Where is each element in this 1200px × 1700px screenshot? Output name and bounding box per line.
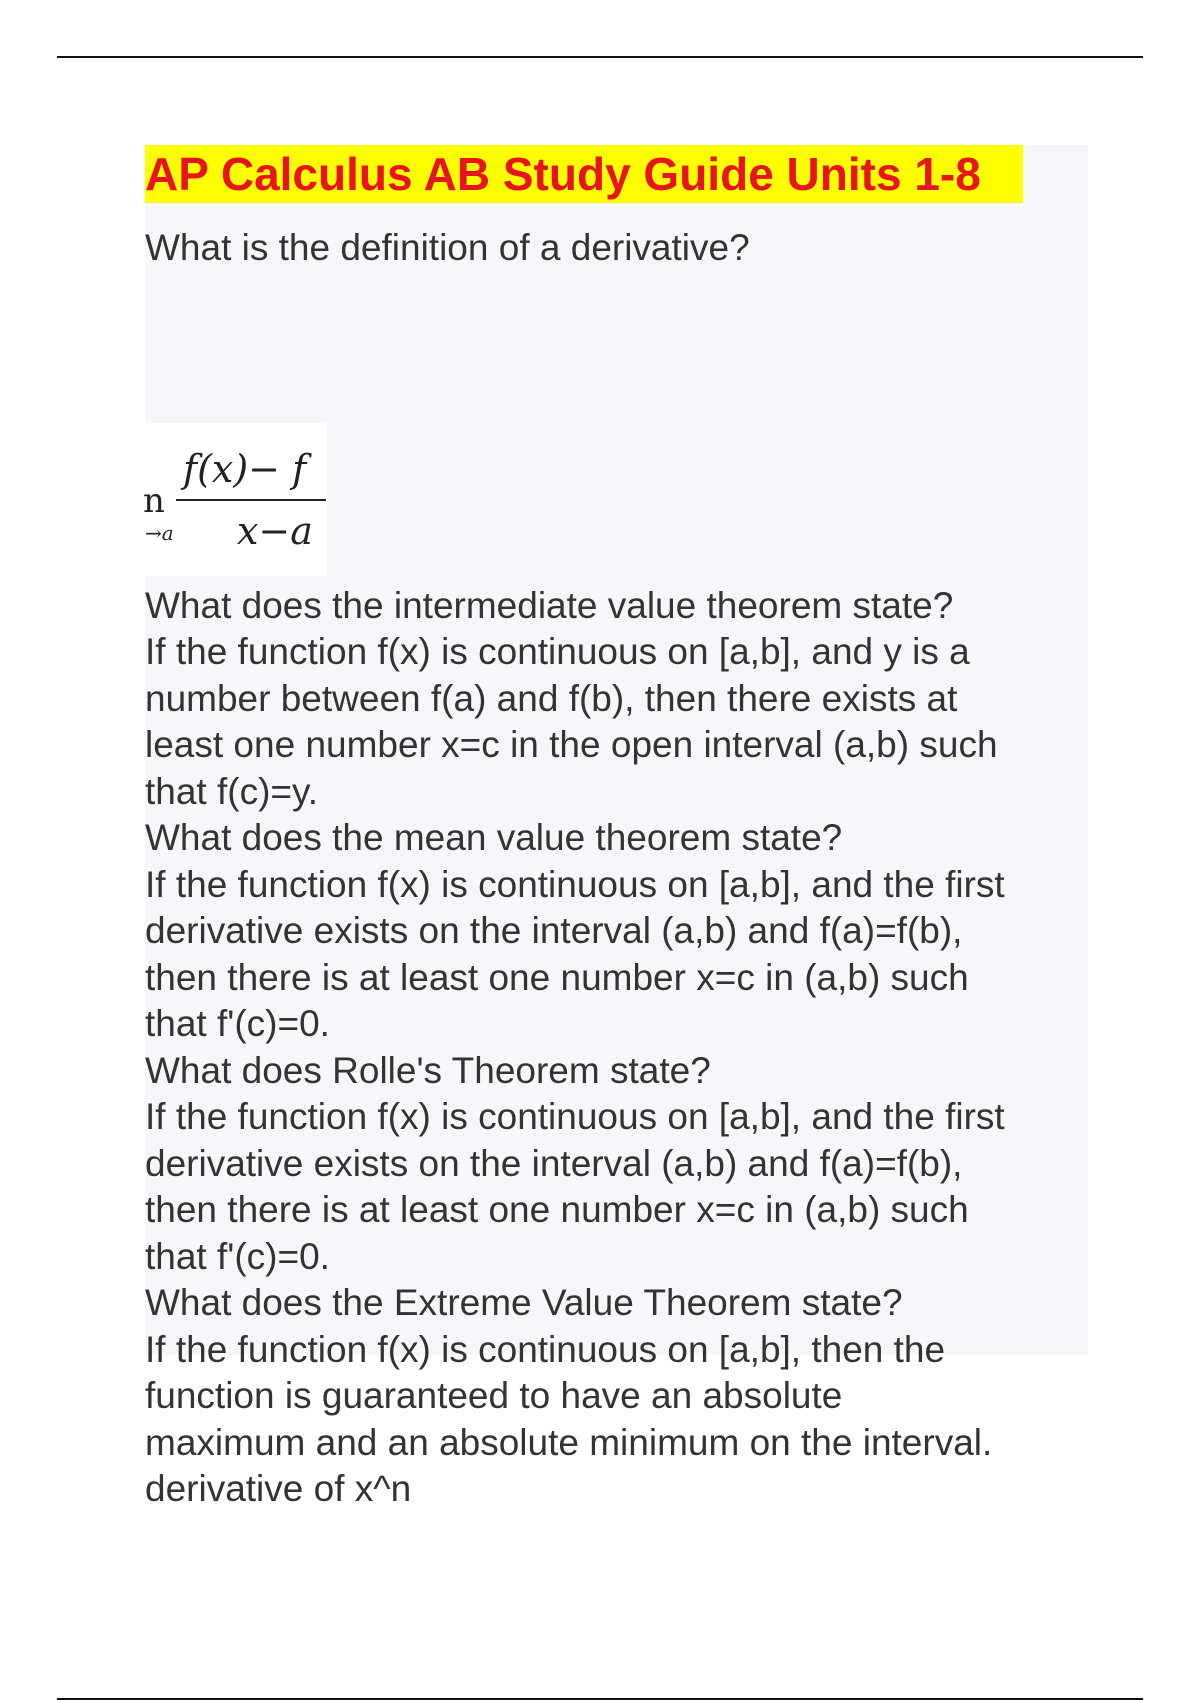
answer-line: least one number x=c in the open interval (a,b) such: [145, 724, 998, 765]
formula-fraction-bar: [176, 499, 326, 501]
formula-numerator: f(x)− f: [183, 447, 307, 491]
question-line: What does the Extreme Value Theorem state?: [145, 1282, 903, 1323]
answer-line: that f'(c)=0.: [145, 1236, 330, 1277]
header-rule: [57, 56, 1143, 58]
answer-line: that f(c)=y.: [145, 771, 319, 812]
question-line: What does the intermediate value theorem state?: [145, 585, 954, 626]
question-line: derivative of x^n: [145, 1468, 412, 1509]
study-guide-content: [143, 145, 1088, 1509]
derivative-definition-formula: [145, 423, 327, 576]
answer-line: then there is at least one number x=c in (a,b) such: [145, 1189, 969, 1230]
question-line: What is the definition of a derivative?: [145, 227, 750, 268]
answer-line: maximum and an absolute minimum on the interval.: [145, 1422, 993, 1463]
question-line: What does Rolle's Theorem state?: [145, 1050, 711, 1091]
answer-line: If the function f(x) is continuous on [a,b], and y is a: [145, 631, 970, 672]
answer-line: If the function f(x) is continuous on [a,b], and the first: [145, 1096, 1005, 1137]
answer-line: derivative exists on the interval (a,b) and f(a)=f(b),: [145, 910, 963, 951]
answer-line: derivative exists on the interval (a,b) and f(a)=f(b),: [145, 1143, 963, 1184]
formula-limit-subscript: →a: [145, 521, 174, 545]
answer-line: then there is at least one number x=c in (a,b) such: [145, 957, 969, 998]
formula-limit-fragment: n: [143, 481, 165, 521]
answer-line: function is guaranteed to have an absolute: [145, 1375, 843, 1416]
answer-line: If the function f(x) is continuous on [a,b], and the first: [145, 864, 1005, 905]
answer-line: number between f(a) and f(b), then there exists at: [145, 678, 958, 719]
document-title: AP Calculus AB Study Guide Units 1-8: [145, 145, 1023, 203]
formula-denominator: x−a: [237, 509, 313, 553]
answer-line: that f'(c)=0.: [145, 1003, 330, 1044]
answer-line: If the function f(x) is continuous on [a,b], then the: [145, 1329, 946, 1370]
question-line: What does the mean value theorem state?: [145, 817, 843, 858]
